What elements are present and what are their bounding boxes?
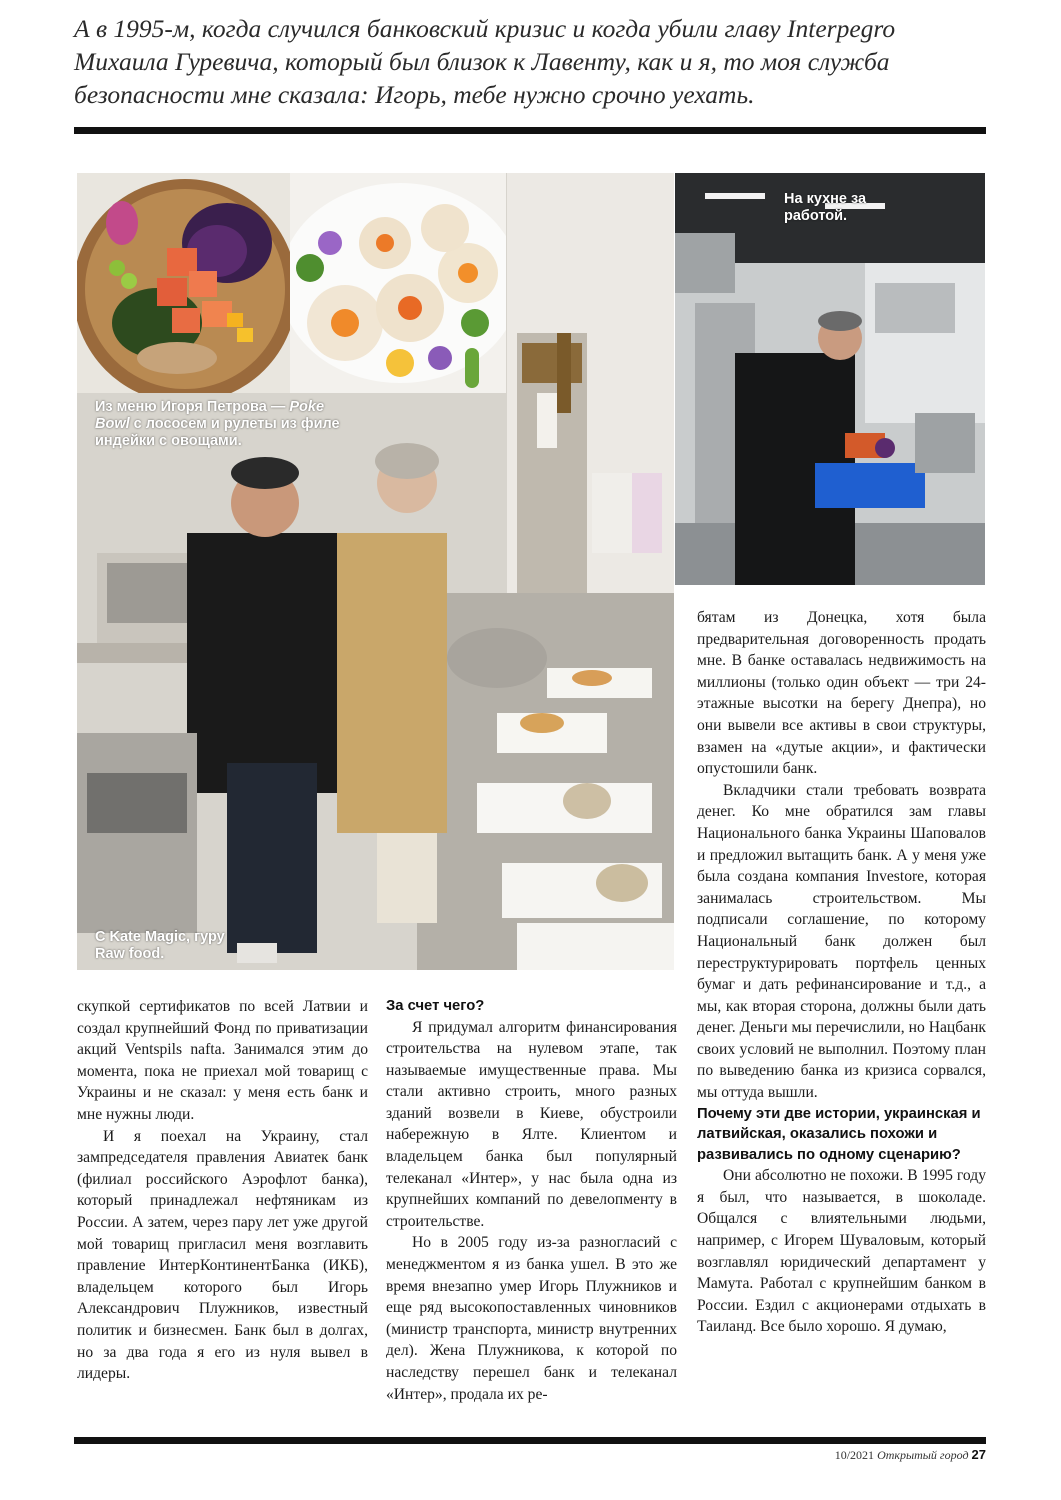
lead-line: безопасности мне сказала: Игорь, тебе нужно срочно уехать.	[74, 80, 755, 109]
caption-menu-text: индейки с овощами.	[95, 433, 242, 449]
lead-quote	[74, 12, 986, 111]
caption-menu	[95, 399, 355, 450]
paragraph: Я придумал алгоритм финансирования строительства на нулевом этапе, так называемые имущественные права. Мы стали активно строить, много разных зданий возвели в Киеве, обустроили набережную в Ялте. Клиентом и владельцем банка был популярный телеканал «Интер», у нас была одна из крупнейших компаний по девелопменту в строительстве.	[386, 1018, 677, 1230]
lead-line: А в 1995-м, когда случился банковский кризис и когда убили главу Interpegro	[74, 14, 896, 43]
caption-kitchen	[784, 191, 866, 225]
caption-menu-text: Из меню Игоря Петрова —	[95, 399, 290, 415]
bottom-rule	[74, 1437, 986, 1444]
caption-menu-text: с лососем и рулеты из филе	[129, 416, 340, 432]
top-rule	[74, 127, 986, 134]
photo-poke-bowl-front	[77, 173, 290, 393]
column-2	[386, 996, 677, 1405]
caption-menu-dish: Poke	[289, 399, 325, 415]
column-3	[697, 607, 986, 1338]
caption-kate-line: С Kate Magic, гуру	[95, 929, 225, 945]
caption-kitchen-line: На кухне за	[784, 191, 867, 207]
photo-turkey-rolls-front	[290, 173, 506, 393]
caption-kate	[95, 929, 225, 963]
question-heading: Почему эти две истории, украинская и латвийская, оказались похожи и развивались по одному сценарию?	[697, 1105, 981, 1163]
issue-number: 10/2021	[834, 1448, 875, 1462]
photo-chef-kitchen	[675, 173, 985, 585]
lead-line: Михаила Гуревича, который был близок к Лавенту, как и я, то моя служба	[74, 47, 890, 76]
paragraph: скупкой сертификатов по всей Латвии и создал крупнейший Фонд по приватизации акций Ventspils nafta. Занимался этим до момента, пока не приехал мой товарищ с Украины и не сказал: у меня есть банк и мне нужны люди.	[77, 998, 368, 1123]
paragraph: Но в 2005 году из-за разногласий с менеджментом я из банка ушел. В это же время внезапно умер Игорь Плужников и еще ряд высокопоставленных чиновников (министр транспорта, министр внутренних дел). Жена Плужникова, к которой по наследству перешел банк и телеканал «Интер», продала их ре-	[386, 1234, 677, 1403]
caption-menu-dish: Bowl	[95, 416, 130, 432]
caption-kate-line: Raw food.	[95, 946, 165, 962]
paragraph: Они абсолютно не похожи. В 1995 году я был, что называется, в шоколаде. Общался с влиятельными людьми, например, с Игорем Шуваловым, который возглавлял юридический департамент у Мамута. Работал с крупнейшим банком в России. Ездил с акционерами отдыхать в Таиланд. Все было хорошо. Я думаю,	[697, 1167, 986, 1336]
paragraph: бятам из Донецка, хотя была предварительная договоренность продать мне. В банке оставалась недвижимость на миллионы (только один объект — три 24-этажные высотки на берегу Днепра), но они вывели все активы в свои структуры, взамен на «дутые акции», и фактически опустошили банк.	[697, 609, 986, 778]
paragraph: И я поехал на Украину, стал зампредседателя правления Авиатек банк (филиал российского Аэрофлот банка), который принадлежал нефтяникам из России. А затем, через пару лет уже другой мой товарищ пригласил меня возглавить правление ИнтерКонтинентБанка (ИКБ), владельцем которого был Игорь Александрович Плужников, известный политик и бизнесмен. Банк был в долгах, но за два года я его из нуля вывел в лидеры.	[77, 1127, 368, 1383]
page-number: 27	[971, 1447, 986, 1462]
page-footer	[835, 1447, 986, 1463]
column-1	[77, 996, 368, 1385]
paragraph: Вкладчики стали требовать возврата денег. Ко мне обратился зам главы Национального банка Украины Шаповалов и предложил вытащить банк. А у меня уже была создана компания Investore, которая занималась строительством. Мы подписали соглашение, по которому Национальный банк должен был переструктурировать портфель ценных бумаг и дать рефинансирование и т.д., а мы, как вторая сторона, должны были дать денег. Деньги мы перечислили, но Нацбанк своих условий не выполнил. Поэтому план по выведению банка из кризиса сорвался, мы оттуда вышли.	[697, 781, 986, 1102]
question-heading: За счет чего?	[386, 998, 485, 1014]
caption-kitchen-line: работой.	[784, 208, 848, 224]
magazine-name: Открытый город	[877, 1448, 969, 1462]
